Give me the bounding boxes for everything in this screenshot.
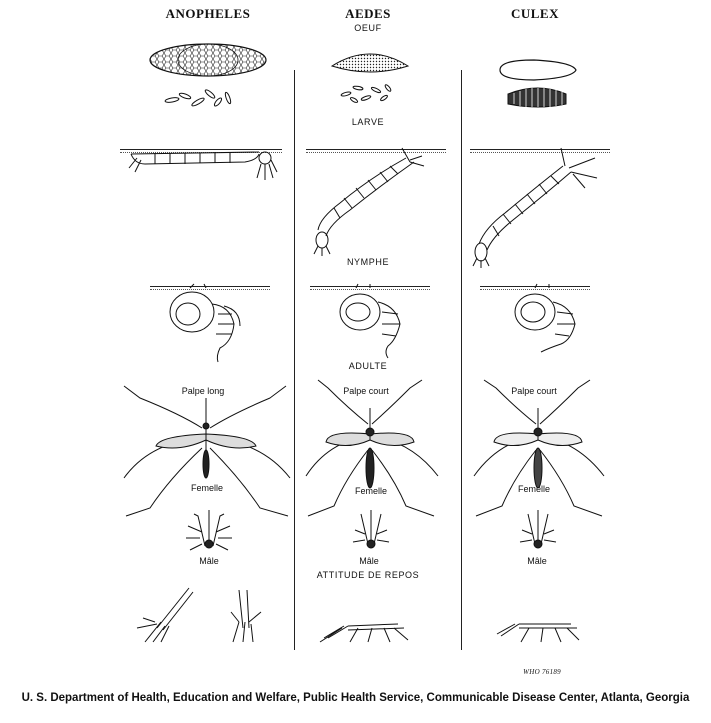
figure-code: WHO 76189 — [523, 668, 561, 676]
aedes-egg-illustration — [330, 48, 410, 108]
anopheles-adult-illustration — [120, 378, 295, 523]
culex-adult-illustration — [468, 378, 628, 523]
column-title-culex: CULEX — [510, 6, 559, 21]
divider-right — [461, 70, 462, 650]
stage-label-larva: LARVE — [351, 117, 385, 127]
label-aedes-palp: Palpe court — [343, 386, 389, 396]
aedes-pupa-illustration — [330, 284, 420, 364]
stage-label-pupa: NYMPHE — [346, 257, 390, 267]
divider-left — [294, 70, 295, 650]
anopheles-egg-illustration — [150, 38, 270, 118]
culex-egg-illustration — [494, 52, 584, 114]
culex-larva-illustration — [465, 148, 605, 268]
culex-resting-illustration — [495, 606, 595, 648]
stage-label-adult: ADULTE — [348, 361, 388, 371]
aedes-larva-illustration — [310, 148, 430, 258]
culex-male-head-illustration — [518, 506, 558, 552]
anopheles-larva-illustration — [125, 148, 280, 188]
label-anopheles-palp: Palpe long — [181, 386, 225, 396]
column-title-aedes: AEDES — [345, 6, 391, 21]
label-anopheles-female: Femelle — [190, 483, 223, 493]
aedes-resting-illustration — [318, 608, 428, 648]
label-anopheles-male: Mâle — [199, 556, 219, 566]
aedes-male-head-illustration — [351, 506, 391, 552]
anopheles-resting-illustration — [135, 582, 275, 648]
anopheles-male-head-illustration — [184, 506, 234, 552]
culex-pupa-illustration — [505, 284, 595, 364]
column-title-anopheles: ANOPHELES — [165, 6, 251, 21]
label-culex-female: Femelle — [517, 484, 550, 494]
credit-line: U. S. Department of Health, Education and Welfare, Public Health Service, Communicable Disease Center, Atlanta, Georgia — [21, 692, 690, 704]
aedes-adult-illustration — [298, 378, 458, 523]
stage-label-egg: OEUF — [354, 23, 382, 33]
label-aedes-male: Mâle — [359, 556, 379, 566]
label-culex-male: Mâle — [527, 556, 547, 566]
stage-label-rest: ATTITUDE DE REPOS — [316, 570, 420, 580]
label-aedes-female: Femelle — [354, 486, 387, 496]
label-culex-palp: Palpe court — [511, 386, 557, 396]
anopheles-pupa-illustration — [160, 284, 260, 364]
